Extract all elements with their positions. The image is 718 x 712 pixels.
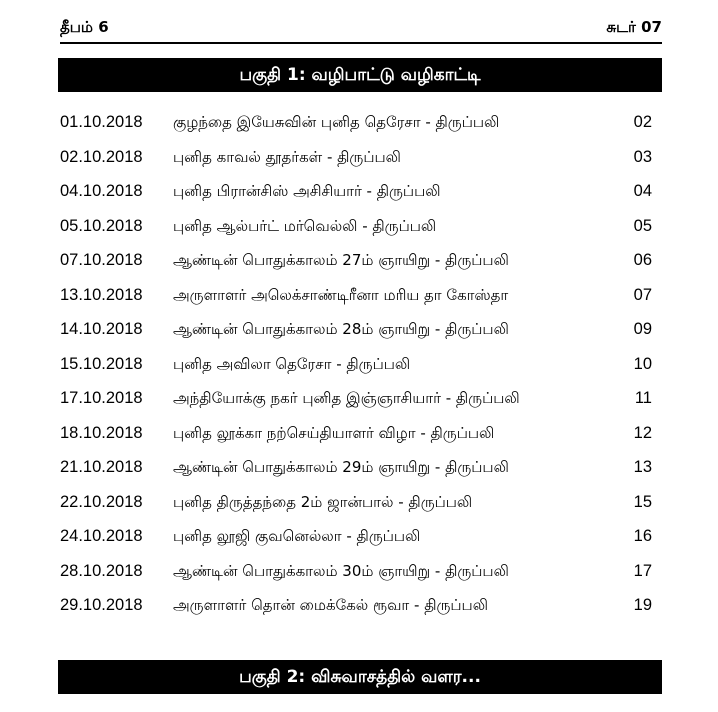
toc-date: 21.10.2018 bbox=[60, 458, 143, 476]
toc-entry bbox=[60, 280, 654, 315]
toc-date: 01.10.2018 bbox=[60, 113, 143, 131]
toc-entry bbox=[60, 349, 654, 384]
toc-title: புனித லூஜி குவனெல்லா - திருப்பலி bbox=[173, 527, 421, 545]
theme-label: தீபம் 6 bbox=[60, 18, 109, 36]
toc-page-number: 12 bbox=[633, 423, 652, 442]
toc-date: 15.10.2018 bbox=[60, 354, 143, 373]
toc-page-number: 06 bbox=[633, 251, 652, 269]
toc-title: புனித திருத்தந்தை 2ம் ஜான்பால் - திருப்பலி bbox=[173, 492, 473, 511]
toc-page-number: 02 bbox=[633, 113, 652, 131]
toc-page-number: 19 bbox=[633, 596, 652, 614]
section-2-banner: பகுதி 2: விசுவாசத்தில் வளர... bbox=[58, 660, 662, 694]
toc-title: ஆண்டின் பொதுக்காலம் 28ம் ஞாயிறு - திருப்பலி bbox=[173, 320, 509, 338]
toc-page-number: 09 bbox=[633, 320, 652, 338]
toc-date: 04.10.2018 bbox=[60, 182, 143, 200]
issue-label: சுடர் 07 bbox=[606, 18, 662, 36]
section-1-banner: பகுதி 1: வழிபாட்டு வழிகாட்டி bbox=[58, 58, 662, 92]
page-header bbox=[60, 16, 662, 44]
toc-title: குழந்தை இயேசுவின் புனித தெரேசா - திருப்பலி bbox=[173, 113, 500, 131]
toc-page-number: 17 bbox=[633, 561, 652, 580]
toc-title: புனித ஆல்பர்ட் மர்வெல்லி - திருப்பலி bbox=[173, 216, 437, 235]
toc-entry bbox=[60, 556, 654, 591]
toc-title: அந்தியோக்கு நகர் புனித இஞ்ஞாசியார் - திருப்பலி bbox=[173, 389, 520, 407]
toc-page-number: 16 bbox=[633, 527, 652, 545]
toc-date: 07.10.2018 bbox=[60, 251, 143, 269]
toc-page-number: 05 bbox=[633, 216, 652, 235]
toc-date: 02.10.2018 bbox=[60, 147, 143, 166]
toc-page-number: 13 bbox=[633, 458, 652, 476]
toc-title: ஆண்டின் பொதுக்காலம் 29ம் ஞாயிறு - திருப்பலி bbox=[173, 458, 509, 476]
toc-page-number: 04 bbox=[633, 182, 652, 200]
toc-title: ஆண்டின் பொதுக்காலம் 27ம் ஞாயிறு - திருப்பலி bbox=[173, 251, 509, 269]
toc-date: 17.10.2018 bbox=[60, 389, 143, 407]
toc-entry bbox=[60, 487, 654, 522]
toc-date: 14.10.2018 bbox=[60, 320, 143, 338]
toc-date: 28.10.2018 bbox=[60, 561, 143, 580]
toc-date: 24.10.2018 bbox=[60, 527, 143, 545]
toc-title: அருளாளர் தொன் மைக்கேல் ரூவா - திருப்பலி bbox=[173, 596, 488, 614]
toc-title: புனித பிரான்சிஸ் அசிசியார் - திருப்பலி bbox=[173, 182, 441, 200]
table-of-contents bbox=[60, 107, 654, 625]
toc-entry bbox=[60, 107, 654, 142]
toc-entry bbox=[60, 452, 654, 487]
toc-title: புனித லூக்கா நற்செய்தியாளர் விழா - திருப்பலி bbox=[173, 423, 495, 442]
toc-entry bbox=[60, 211, 654, 246]
toc-date: 13.10.2018 bbox=[60, 285, 143, 304]
toc-entry bbox=[60, 521, 654, 556]
toc-entry bbox=[60, 245, 654, 280]
toc-date: 18.10.2018 bbox=[60, 423, 143, 442]
toc-page-number: 03 bbox=[633, 147, 652, 166]
toc-entry bbox=[60, 176, 654, 211]
toc-entry bbox=[60, 383, 654, 418]
toc-entry bbox=[60, 142, 654, 177]
toc-title: புனித அவிலா தெரேசா - திருப்பலி bbox=[173, 354, 411, 373]
toc-entry bbox=[60, 418, 654, 453]
toc-date: 29.10.2018 bbox=[60, 596, 143, 614]
toc-title: புனித காவல் தூதர்கள் - திருப்பலி bbox=[173, 147, 401, 166]
toc-title: ஆண்டின் பொதுக்காலம் 30ம் ஞாயிறு - திருப்பலி bbox=[173, 561, 509, 580]
toc-date: 22.10.2018 bbox=[60, 492, 143, 511]
toc-page-number: 15 bbox=[633, 492, 652, 511]
toc-page-number: 11 bbox=[634, 389, 652, 407]
toc-entry bbox=[60, 590, 654, 625]
toc-title: அருளாளர் அலெக்சாண்டிரீனா மரிய தா கோஸ்தா bbox=[173, 285, 509, 304]
toc-page-number: 07 bbox=[633, 285, 652, 304]
toc-page-number: 10 bbox=[633, 354, 652, 373]
toc-entry bbox=[60, 314, 654, 349]
toc-date: 05.10.2018 bbox=[60, 216, 143, 235]
